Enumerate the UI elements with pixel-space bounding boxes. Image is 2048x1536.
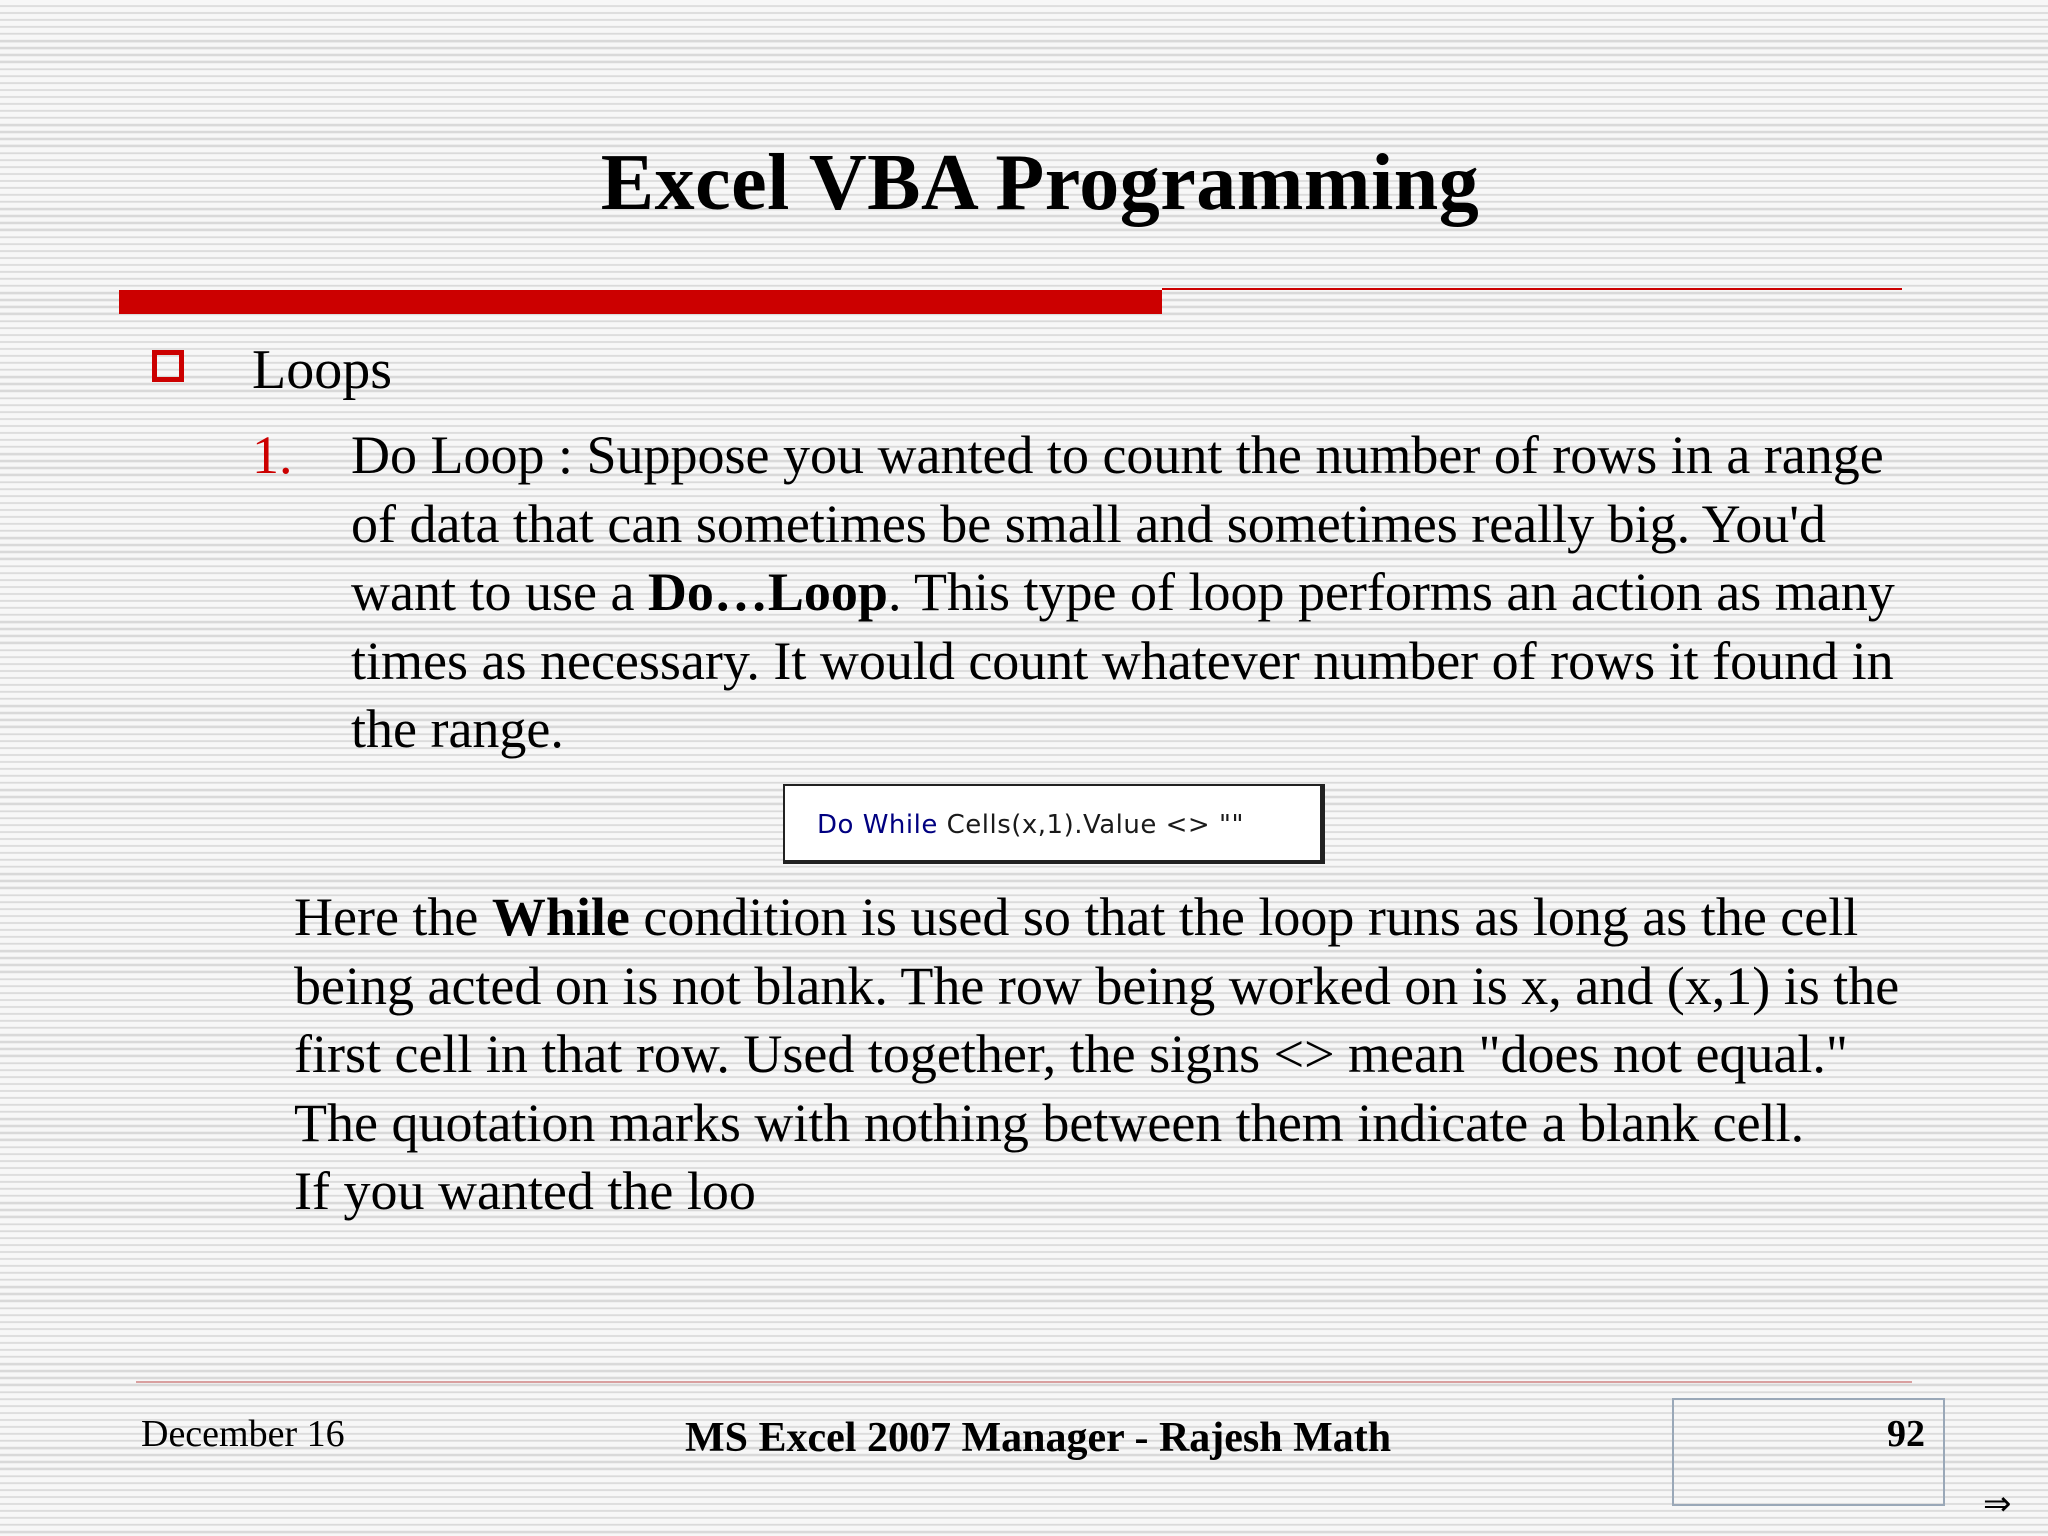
paragraph-bold-term: While bbox=[491, 887, 630, 947]
footer-divider bbox=[136, 1381, 1912, 1383]
explanation-paragraph bbox=[294, 883, 1914, 1226]
list-item-text bbox=[351, 421, 1911, 764]
next-slide-arrow-icon[interactable]: ⇒ bbox=[1983, 1484, 2012, 1524]
paragraph-text-part: condition is used so that the loop runs as long as the cell being acted on is not blank. The row being worked on is x, and (x,1) is the first cell in that row. Used together, the signs <> mean "does not equal." The quotation marks with nothing between them indicate a blank cell. bbox=[294, 887, 1900, 1153]
title-underline-thick bbox=[119, 290, 1162, 314]
footer-title: MS Excel 2007 Manager - Rajesh Math bbox=[685, 1415, 1392, 1461]
page-number-box bbox=[1672, 1398, 1945, 1506]
bullet-heading-loops: Loops bbox=[252, 339, 392, 401]
list-item-text-part: . This type of loop performs an action as many times as necessary. It would count whatever number of rows it found in the range. bbox=[351, 562, 1895, 759]
paragraph-text-part: Here the bbox=[294, 887, 492, 947]
footer-date: December 16 bbox=[141, 1413, 345, 1455]
page-number: 92 bbox=[1887, 1413, 1925, 1455]
slide-title: Excel VBA Programming bbox=[600, 139, 1480, 227]
title-underline-thin bbox=[1162, 288, 1902, 290]
code-keyword: Do While bbox=[817, 810, 938, 840]
code-expression: Cells(x,1).Value <> "" bbox=[937, 810, 1244, 840]
list-item-text-part: Do Loop : Suppose you wanted to count the number of rows in a range of data that can sometimes be small and sometimes really big. You'd want to use a bbox=[351, 425, 1884, 622]
code-snippet-box bbox=[783, 784, 1325, 864]
hollow-square-bullet-icon bbox=[152, 350, 184, 382]
code-snippet-text bbox=[817, 810, 1244, 840]
list-item-bold-term: Do…Loop bbox=[647, 562, 888, 622]
list-item-number: 1. bbox=[252, 425, 293, 485]
paragraph-trailing-line: If you wanted the loo bbox=[294, 1161, 756, 1221]
